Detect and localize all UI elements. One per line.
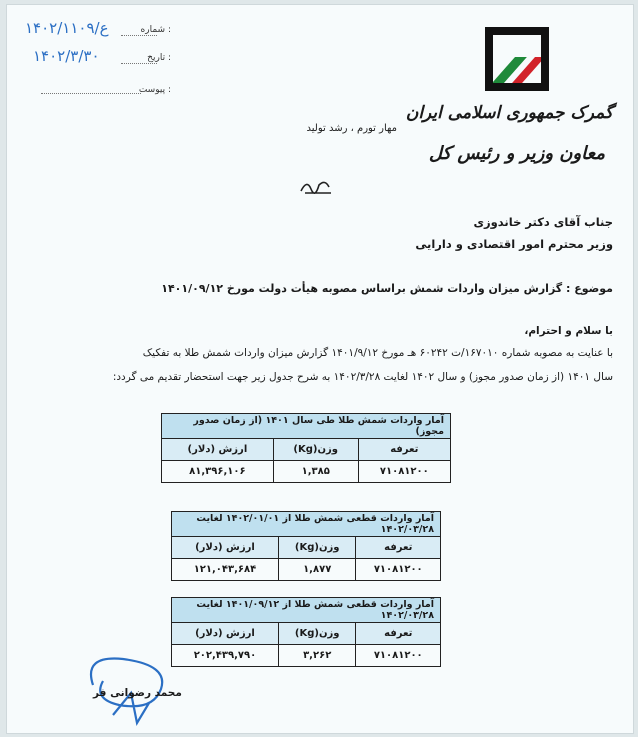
header-weight: وزن(Kg) xyxy=(278,537,356,559)
cell-value: ۲۰۲,۴۳۹,۷۹۰ xyxy=(172,645,279,667)
cell-weight: ۳,۲۶۲ xyxy=(278,645,356,667)
header-tariff: تعرفه xyxy=(356,537,441,559)
cell-weight: ۱,۳۸۵ xyxy=(273,461,358,483)
body-line-1: با عنایت به مصوبه شماره ۱۶۷۰۱۰/ت ۶۰۲۴۲ هـ مورخ ۱۴۰۱/۹/۱۲ گزارش میزان واردات شمش طلا به تفکیک xyxy=(142,347,613,359)
cell-tariff: ۷۱۰۸۱۲۰۰ xyxy=(356,559,441,581)
org-name: گمرک جمهوری اسلامی ایران xyxy=(405,103,613,123)
slogan: مهار تورم ، رشد تولید xyxy=(306,123,397,134)
subject-line: موضوع : گزارش میزان واردات شمش براساس مصوبه هیأت دولت مورخ ۱۴۰۱/۰۹/۱۲ xyxy=(161,282,613,295)
header-value: ارزش (دلار) xyxy=(172,537,279,559)
greeting: با سلام و احترام، xyxy=(524,325,613,337)
table-caption: آمار واردات قطعی شمش طلا از ۱۴۰۲/۰۱/۰۱ لغایت ۱۴۰۲/۰۳/۲۸ xyxy=(172,512,441,537)
number-field xyxy=(21,21,171,41)
cell-weight: ۱,۸۷۷ xyxy=(278,559,356,581)
date-handwritten: ۱۴۰۲/۳/۳۰ xyxy=(33,47,100,65)
recipient-name: جناب آقای دکتر خاندوزی xyxy=(473,215,613,229)
cell-value: ۸۱,۳۹۶,۱۰۶ xyxy=(162,461,274,483)
customs-logo-icon xyxy=(485,27,549,91)
cell-tariff: ۷۱۰۸۱۲۰۰ xyxy=(358,461,450,483)
header-value: ارزش (دلار) xyxy=(172,623,279,645)
body-line-2: سال ۱۴۰۱ (از زمان صدور مجوز) و سال ۱۴۰۲ لغایت ۱۴۰۲/۳/۲۸ به شرح جدول زیر جهت استحضار تقدیم می گردد: xyxy=(112,371,613,383)
table-caption: آمار واردات شمش طلا طی سال ۱۴۰۱ (از زمان صدور مجوز) xyxy=(162,414,451,439)
header-tariff: تعرفه xyxy=(358,439,450,461)
table-imports-total xyxy=(171,597,441,667)
cell-tariff: ۷۱۰۸۱۲۰۰ xyxy=(356,645,441,667)
letter-page xyxy=(6,4,634,734)
cell-value: ۱۲۱,۰۴۳,۶۸۴ xyxy=(172,559,279,581)
header-weight: وزن(Kg) xyxy=(273,439,358,461)
header-tariff: تعرفه xyxy=(356,623,441,645)
table-imports-1401 xyxy=(161,413,451,483)
header-value: ارزش (دلار) xyxy=(162,439,274,461)
signer-name: محمد رضوانی فر xyxy=(93,687,182,699)
attachment-field xyxy=(21,83,171,99)
header-weight: وزن(Kg) xyxy=(278,623,356,645)
date-field xyxy=(21,49,171,69)
org-office: معاون وزیر و رئیس کل xyxy=(428,143,605,164)
recipient-title: وزیر محترم امور اقتصادی و دارایی xyxy=(415,237,613,251)
attachment-label: پیوست : xyxy=(138,85,171,95)
date-label: تاریخ : xyxy=(147,53,171,63)
number-label: شماره : xyxy=(140,25,171,35)
number-handwritten: ۱۴۰۲/۱۱۰۹/ع xyxy=(25,19,109,37)
table-imports-1402 xyxy=(171,511,441,581)
paraph-mark-icon xyxy=(299,175,335,201)
table-caption: آمار واردات قطعی شمش طلا از ۱۴۰۱/۰۹/۱۲ لغایت ۱۴۰۲/۰۳/۲۸ xyxy=(172,598,441,623)
